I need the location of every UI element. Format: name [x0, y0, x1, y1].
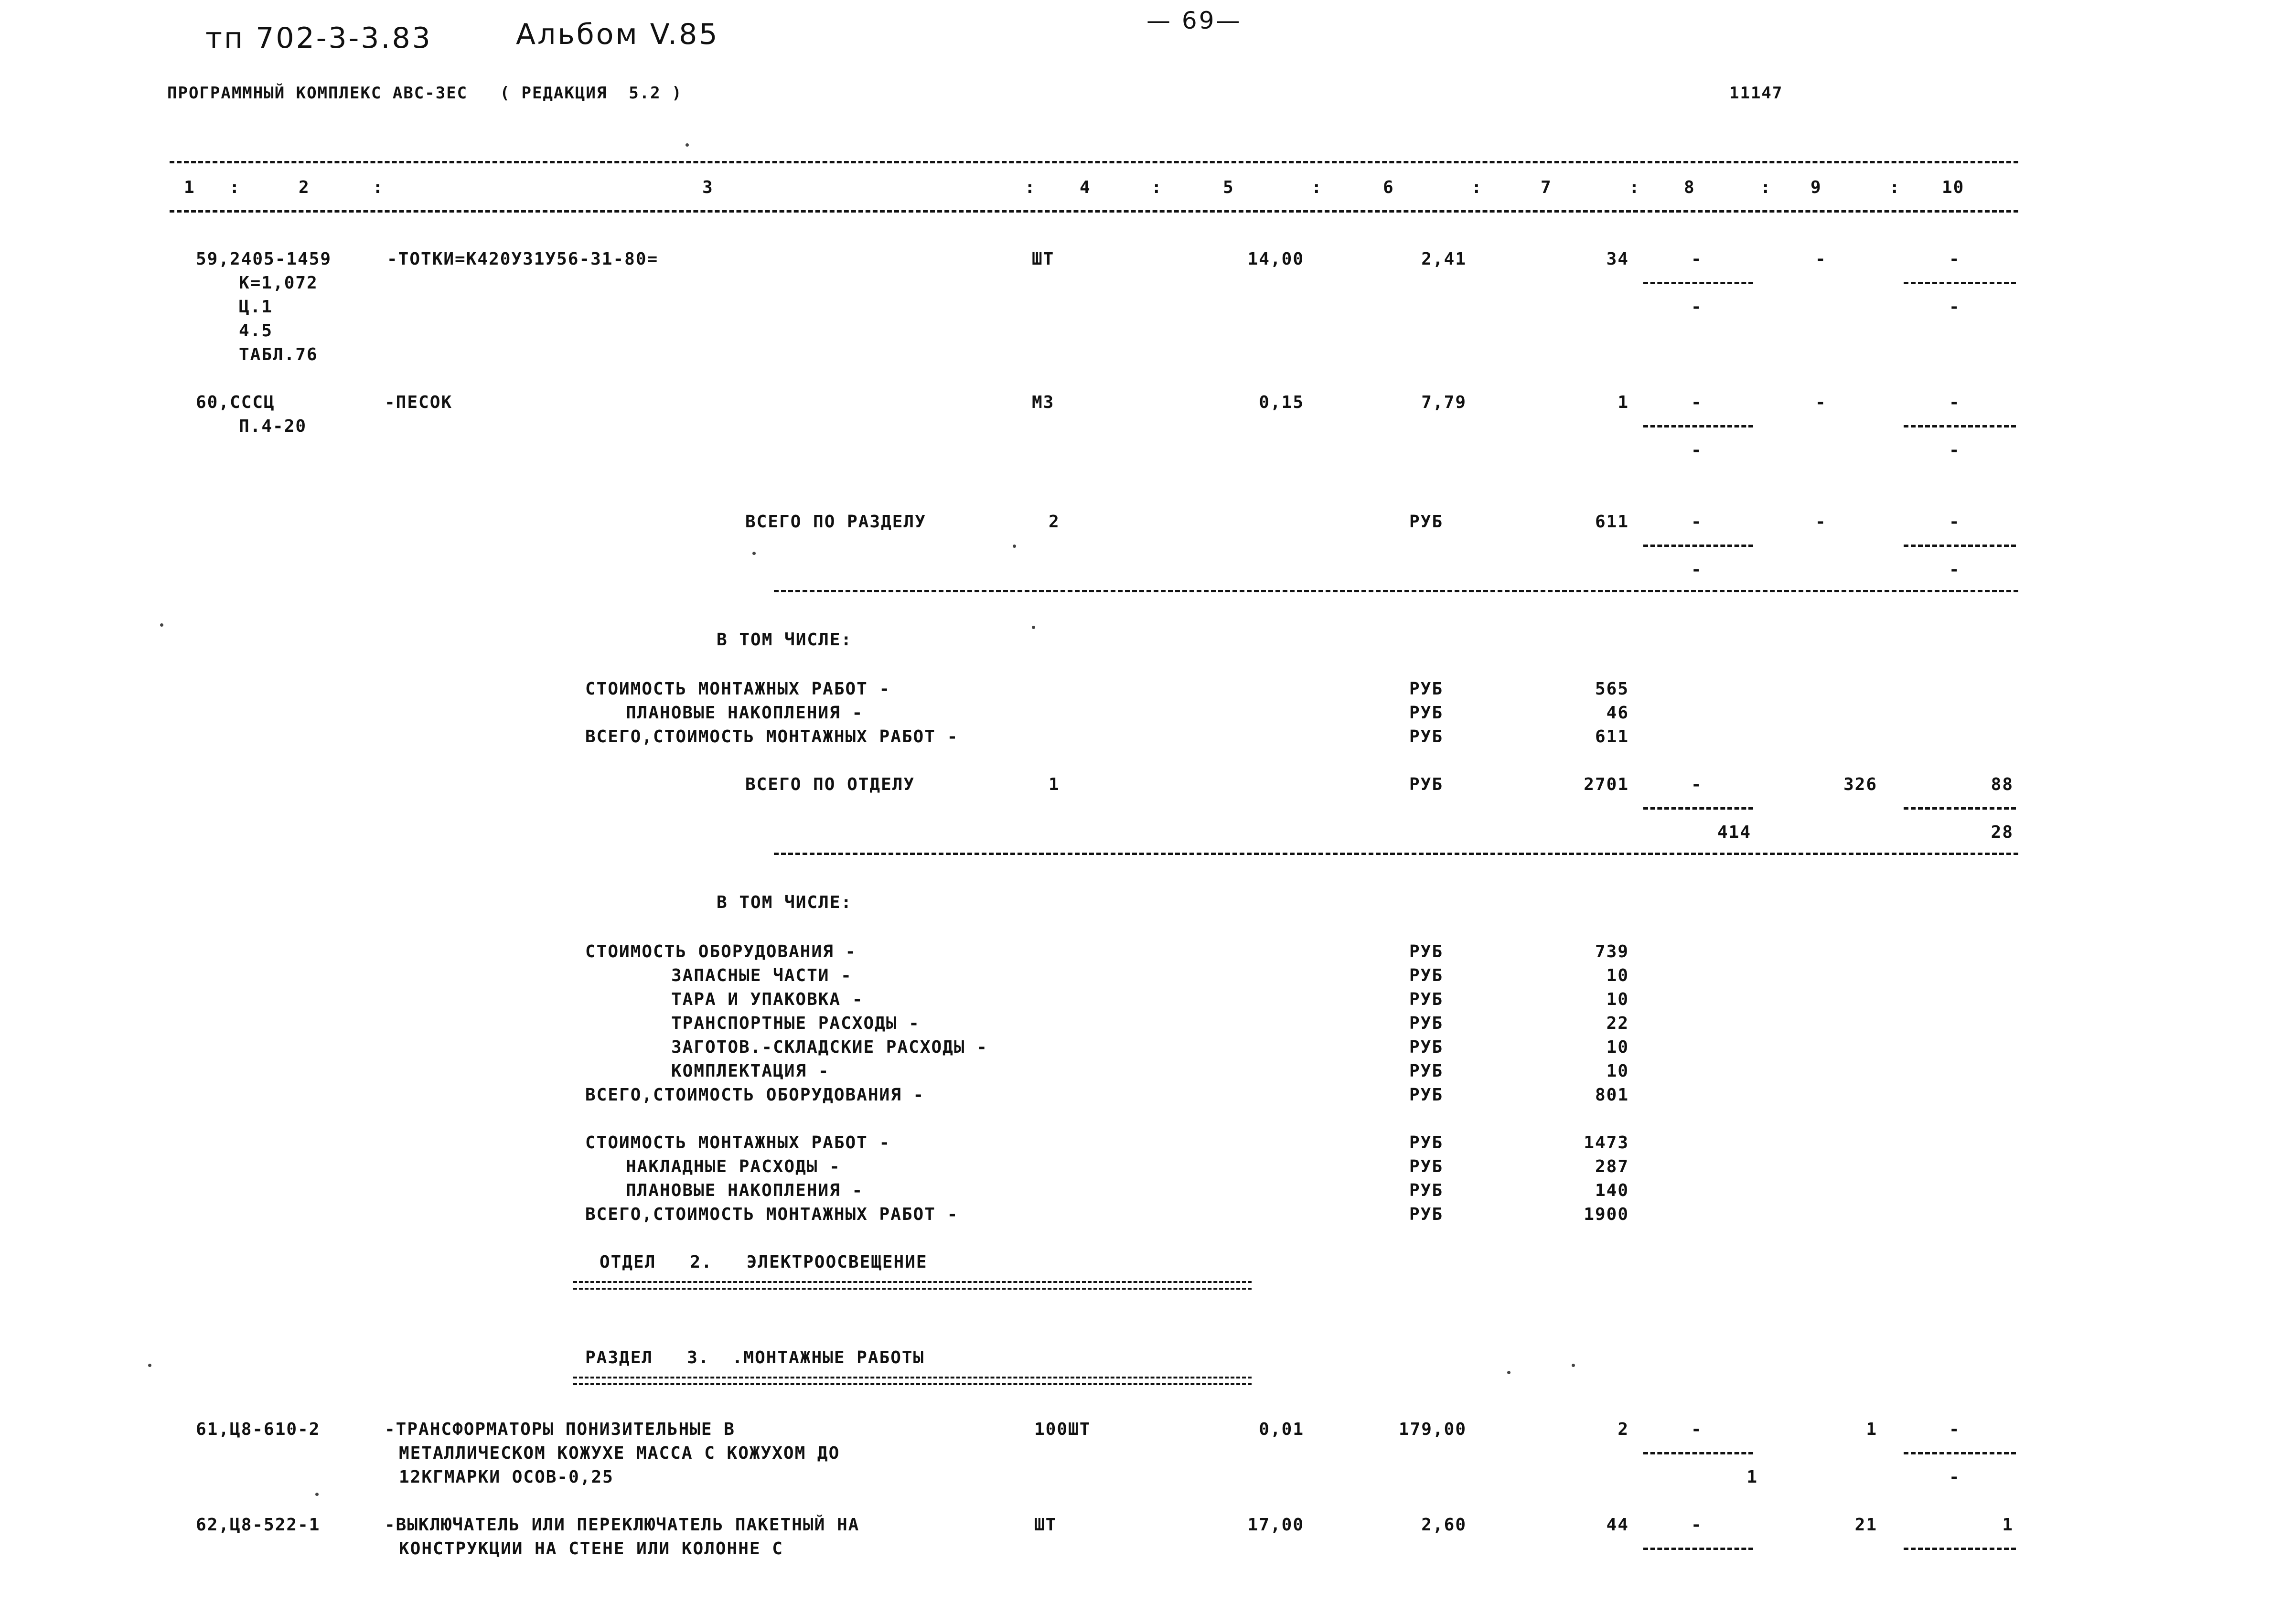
breakdown-value: 565 — [1595, 679, 1629, 699]
row-unit: ШТ — [1032, 249, 1055, 269]
fraction-rule — [1904, 425, 2016, 427]
col-header-4: 4 — [1080, 178, 1091, 197]
scan-speck — [1032, 626, 1035, 629]
section-total-unit: РУБ — [1409, 512, 1444, 532]
row-name-continued: 12КГМАРКИ ОСОВ-0,25 — [399, 1467, 614, 1487]
row-col10-lower: - — [1949, 1467, 1960, 1487]
row-col10: - — [1949, 393, 1960, 412]
row-col9: - — [1815, 393, 1827, 412]
row-col10-lower: - — [1949, 297, 1960, 317]
fraction-rule — [1904, 1548, 2016, 1550]
section-heading-rule — [573, 1377, 1252, 1385]
fraction-rule — [1904, 807, 2016, 810]
col-separator: : — [229, 178, 241, 197]
department-heading: ОТДЕЛ 2. ЭЛЕКТРООСВЕЩЕНИЕ — [600, 1252, 928, 1272]
department-total-col8: - — [1691, 775, 1703, 794]
row-unit: 100ШТ — [1034, 1420, 1091, 1439]
breakdown-unit: РУБ — [1409, 1061, 1444, 1081]
section-total-col8-lower: - — [1691, 560, 1703, 579]
breakdown-value: 801 — [1595, 1085, 1629, 1105]
col-separator: : — [1629, 178, 1640, 197]
col-separator: : — [1889, 178, 1901, 197]
breakdown-value: 739 — [1595, 942, 1629, 962]
breakdown-value: 22 — [1606, 1014, 1629, 1033]
row-note: Ц.1 — [239, 297, 273, 317]
breakdown-label: ТАРА И УПАКОВКА - — [671, 990, 864, 1009]
row-code: 61,Ц8-610-2 — [196, 1420, 321, 1439]
col-header-6: 6 — [1383, 178, 1394, 197]
fraction-rule — [1643, 807, 1753, 810]
scan-speck — [1013, 545, 1016, 548]
row-name: -ПЕСОК — [385, 393, 453, 412]
breakdown-label: ПЛАНОВЫЕ НАКОПЛЕНИЯ - — [626, 703, 864, 723]
department-total-rule — [774, 853, 2018, 855]
row-quantity: 0,01 — [1259, 1420, 1304, 1439]
row-name: -ВЫКЛЮЧАТЕЛЬ ИЛИ ПЕРЕКЛЮЧАТЕЛЬ ПАКЕТНЫЙ НА — [385, 1515, 860, 1535]
department-total-number: 1 — [1049, 775, 1060, 794]
row-col9: 21 — [1854, 1515, 1877, 1535]
scan-speck — [752, 552, 756, 555]
col-header-7: 7 — [1541, 178, 1552, 197]
row-col10: - — [1949, 1420, 1960, 1439]
row-total: 44 — [1606, 1515, 1629, 1535]
row-name: -ТОТКИ=К420У31У56-31-80= — [387, 249, 659, 269]
section-total-value: 611 — [1595, 512, 1629, 532]
col-header-1: 1 — [184, 178, 195, 197]
section-total-col8: - — [1691, 512, 1703, 532]
row-col9: 1 — [1866, 1420, 1877, 1439]
department-total-col8-lower: 414 — [1717, 823, 1752, 842]
breakdown-value: 1473 — [1584, 1133, 1629, 1153]
document-number: 11147 — [1729, 84, 1783, 103]
scan-speck — [315, 1493, 319, 1496]
row-note: ТАБЛ.76 — [239, 345, 318, 364]
row-col10: - — [1949, 249, 1960, 269]
col-header-8: 8 — [1684, 178, 1695, 197]
fraction-rule — [1643, 425, 1753, 427]
fraction-rule — [1643, 1452, 1753, 1454]
breakdown-label: НАКЛАДНЫЕ РАСХОДЫ - — [626, 1157, 841, 1176]
breakdown-unit: РУБ — [1409, 1181, 1444, 1200]
breakdown-unit: РУБ — [1409, 1037, 1444, 1057]
section-total-label: ВСЕГО ПО РАЗДЕЛУ — [745, 512, 926, 532]
breakdown-label: ЗАГОТОВ.-СКЛАДСКИЕ РАСХОДЫ - — [671, 1037, 988, 1057]
breakdown-unit: РУБ — [1409, 1205, 1444, 1224]
section-heading: РАЗДЕЛ 3. .МОНТАЖНЫЕ РАБОТЫ — [585, 1348, 925, 1368]
section-total-rule — [774, 590, 2018, 592]
breakdown-label: ЗАПАСНЫЕ ЧАСТИ - — [671, 966, 852, 985]
breakdown-unit: РУБ — [1409, 966, 1444, 985]
row-col9: - — [1815, 249, 1827, 269]
breakdown-label: СТОИМОСТЬ МОНТАЖНЫХ РАБОТ - — [585, 1133, 891, 1153]
breakdown-label: КОМПЛЕКТАЦИЯ - — [671, 1061, 830, 1081]
department-heading-rule — [573, 1281, 1252, 1290]
row-total: 1 — [1618, 393, 1629, 412]
col-separator: : — [1151, 178, 1163, 197]
page-number: — 69— — [1146, 7, 1242, 34]
breakdown-value: 611 — [1595, 727, 1629, 747]
row-col10: 1 — [2002, 1515, 2014, 1535]
row-unit-price: 2,60 — [1421, 1515, 1467, 1535]
breakdown-unit: РУБ — [1409, 990, 1444, 1009]
row-unit-price: 179,00 — [1398, 1420, 1467, 1439]
breakdown-unit: РУБ — [1409, 727, 1444, 747]
row-note: К=1,072 — [239, 273, 318, 293]
row-name: -ТРАНСФОРМАТОРЫ ПОНИЗИТЕЛЬНЫЕ В — [385, 1420, 735, 1439]
row-col10-lower: - — [1949, 440, 1960, 460]
row-name-continued: КОНСТРУКЦИИ НА СТЕНЕ ИЛИ КОЛОННЕ С — [399, 1539, 783, 1559]
breakdown-label: ВСЕГО,СТОИМОСТЬ ОБОРУДОВАНИЯ - — [585, 1085, 925, 1105]
row-note: 4.5 — [239, 321, 273, 341]
section-total-col9: - — [1815, 512, 1827, 532]
breakdown-unit: РУБ — [1409, 703, 1444, 723]
breakdown-label: СТОИМОСТЬ ОБОРУДОВАНИЯ - — [585, 942, 857, 962]
breakdown-unit: РУБ — [1409, 679, 1444, 699]
col-separator: : — [1760, 178, 1772, 197]
col-header-10: 10 — [1942, 178, 1965, 197]
fraction-rule — [1904, 1452, 2016, 1454]
row-code: 59,2405-1459 — [196, 249, 332, 269]
scan-speck — [1572, 1364, 1575, 1367]
row-col8: - — [1691, 1420, 1703, 1439]
col-separator: : — [373, 178, 384, 197]
row-col8: - — [1691, 1515, 1703, 1535]
row-unit-price: 2,41 — [1421, 249, 1467, 269]
row-unit: ШТ — [1034, 1515, 1057, 1535]
including-heading: В ТОМ ЧИСЛЕ: — [717, 630, 853, 650]
row-quantity: 0,15 — [1259, 393, 1304, 412]
breakdown-label: ВСЕГО,СТОИМОСТЬ МОНТАЖНЫХ РАБОТ - — [585, 727, 959, 747]
row-code: 60,СССЦ — [196, 393, 275, 412]
department-total-col10: 88 — [1991, 775, 2014, 794]
col-separator: : — [1311, 178, 1323, 197]
breakdown-value: 287 — [1595, 1157, 1629, 1176]
fraction-rule — [1904, 282, 2016, 284]
row-col8-lower: - — [1691, 440, 1703, 460]
section-total-col10: - — [1949, 512, 1960, 532]
section-total-number: 2 — [1049, 512, 1060, 532]
breakdown-value: 10 — [1606, 966, 1629, 985]
breakdown-label: ТРАНСПОРТНЫЕ РАСХОДЫ - — [671, 1014, 920, 1033]
breakdown-label: ПЛАНОВЫЕ НАКОПЛЕНИЯ - — [626, 1181, 864, 1200]
scan-speck — [148, 1364, 151, 1367]
breakdown-label: ВСЕГО,СТОИМОСТЬ МОНТАЖНЫХ РАБОТ - — [585, 1205, 959, 1224]
breakdown-unit: РУБ — [1409, 1133, 1444, 1153]
col-header-3: 3 — [702, 178, 714, 197]
breakdown-unit: РУБ — [1409, 1157, 1444, 1176]
scan-speck — [160, 623, 163, 627]
row-unit-price: 7,79 — [1421, 393, 1467, 412]
department-total-unit: РУБ — [1409, 775, 1444, 794]
col-header-9: 9 — [1810, 178, 1822, 197]
department-total-col10-lower: 28 — [1991, 823, 2014, 842]
breakdown-value: 10 — [1606, 990, 1629, 1009]
fraction-rule — [1643, 1548, 1753, 1550]
table-header-rule — [170, 210, 2018, 213]
row-unit: М3 — [1032, 393, 1055, 412]
breakdown-value: 1900 — [1584, 1205, 1629, 1224]
row-quantity: 17,00 — [1247, 1515, 1304, 1535]
department-total-label: ВСЕГО ПО ОТДЕЛУ — [745, 775, 915, 794]
including-heading: В ТОМ ЧИСЛЕ: — [717, 893, 853, 912]
breakdown-label: СТОИМОСТЬ МОНТАЖНЫХ РАБОТ - — [585, 679, 891, 699]
row-quantity: 14,00 — [1247, 249, 1304, 269]
row-note: П.4-20 — [239, 417, 307, 436]
breakdown-value: 46 — [1606, 703, 1629, 723]
breakdown-value: 140 — [1595, 1181, 1629, 1200]
row-name-continued: МЕТАЛЛИЧЕСКОМ КОЖУХЕ МАССА С КОЖУХОМ ДО — [399, 1443, 840, 1463]
handwritten-album-number: Альбом V.85 — [516, 18, 719, 51]
scan-speck — [1507, 1371, 1510, 1374]
table-top-rule — [170, 161, 2018, 163]
breakdown-value: 10 — [1606, 1037, 1629, 1057]
section-total-col10-lower: - — [1949, 560, 1960, 579]
col-header-2: 2 — [299, 178, 310, 197]
col-separator: : — [1471, 178, 1483, 197]
breakdown-unit: РУБ — [1409, 1085, 1444, 1105]
breakdown-unit: РУБ — [1409, 942, 1444, 962]
row-total: 34 — [1606, 249, 1629, 269]
row-total: 2 — [1618, 1420, 1629, 1439]
breakdown-value: 10 — [1606, 1061, 1629, 1081]
breakdown-unit: РУБ — [1409, 1014, 1444, 1033]
col-separator: : — [1025, 178, 1036, 197]
department-total-col9: 326 — [1843, 775, 1877, 794]
row-col8-lower: - — [1691, 297, 1703, 317]
program-title: ПРОГРАММНЫЙ КОМПЛЕКС АВС-3ЕС ( РЕДАКЦИЯ 5.2 ) — [167, 84, 683, 103]
handwritten-project-code: тп 702-3-3.83 — [205, 21, 432, 55]
row-col8-lower: 1 — [1746, 1467, 1758, 1487]
row-code: 62,Ц8-522-1 — [196, 1515, 321, 1535]
fraction-rule — [1643, 282, 1753, 284]
scan-speck — [686, 143, 689, 147]
row-col8: - — [1691, 393, 1703, 412]
fraction-rule — [1643, 545, 1753, 547]
department-total-value: 2701 — [1584, 775, 1629, 794]
fraction-rule — [1904, 545, 2016, 547]
col-header-5: 5 — [1223, 178, 1234, 197]
row-col8: - — [1691, 249, 1703, 269]
